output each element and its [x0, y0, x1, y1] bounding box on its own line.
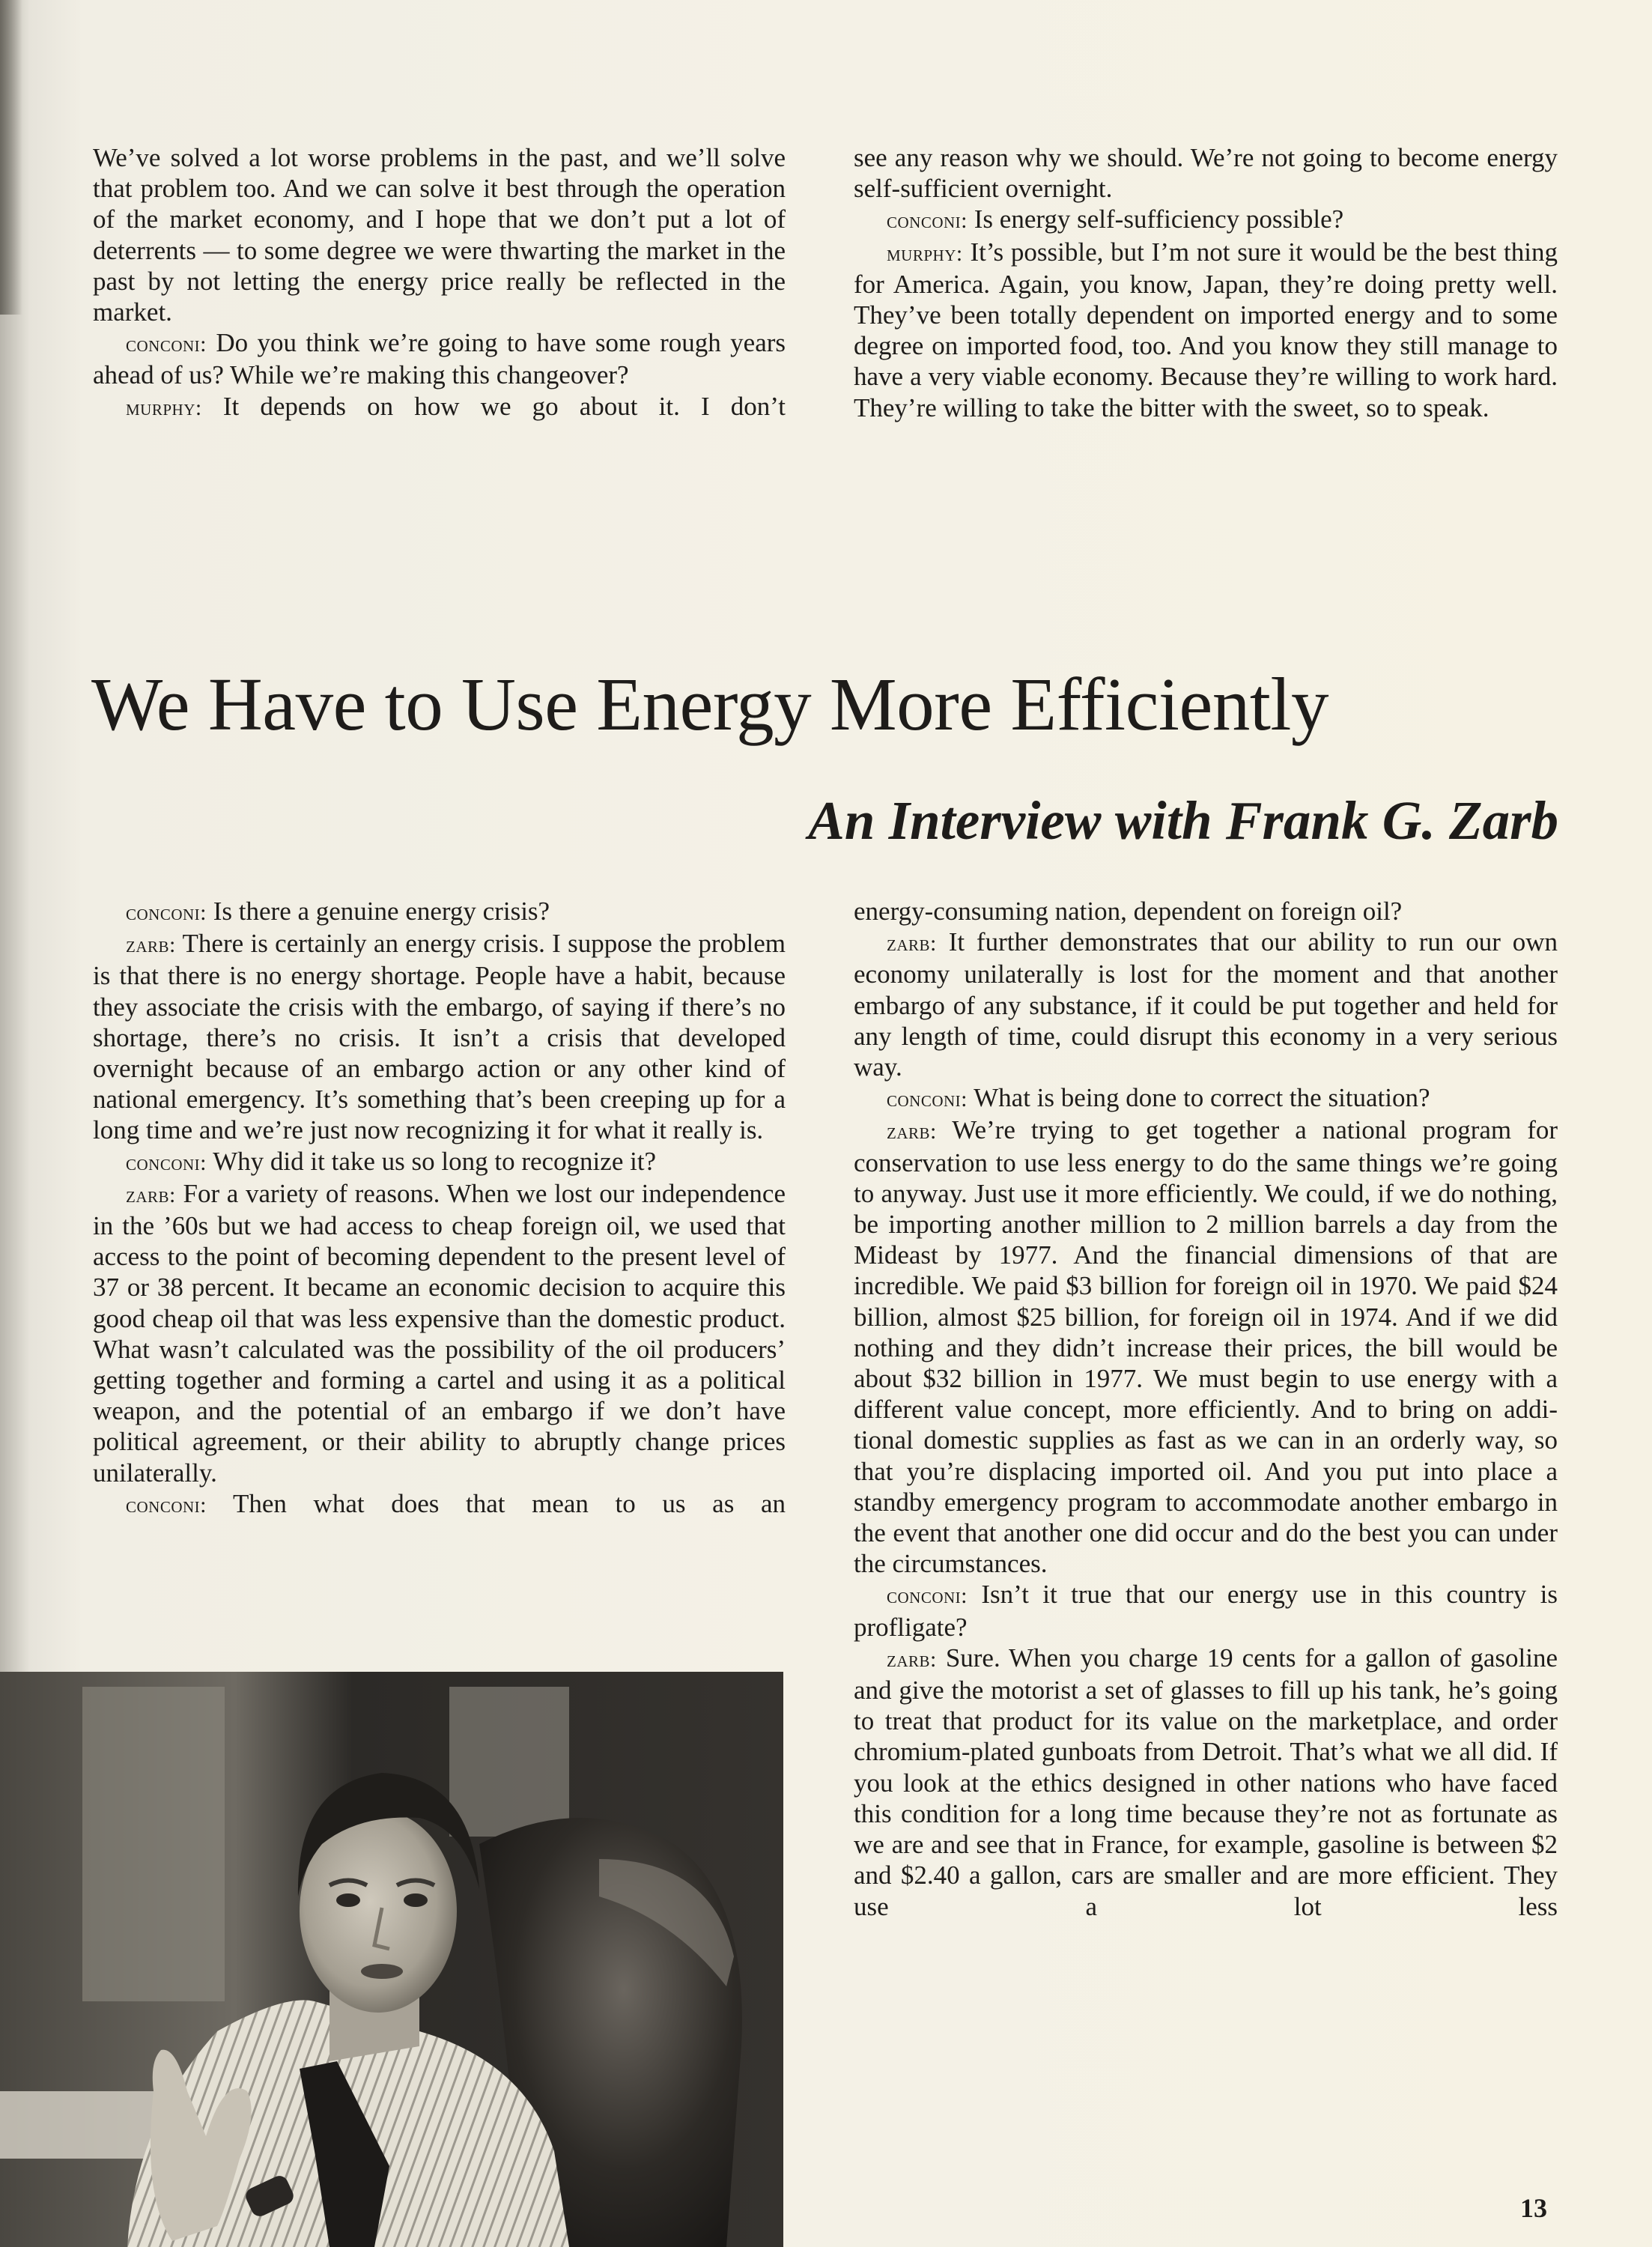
speaker-label: zarb:: [887, 931, 937, 956]
paragraph: [93, 142, 786, 327]
speaker-label: zarb:: [126, 1182, 176, 1207]
speaker-label: murphy:: [887, 240, 963, 266]
speaker-label: conconi:: [126, 332, 207, 357]
interview-right-column: [854, 896, 1558, 1922]
paragraph: [93, 391, 786, 423]
paragraph: [854, 204, 1558, 236]
paragraph: [854, 1115, 1558, 1579]
paragraph-text: Sure. When you charge 19 cents for a gallon of gasoline and give the motorist a set of glasses to fill up his tank, he’s going to treat that product for its value on the marketplace, and order chromium-plated gunboats from Detroit. That’s what we all did. If you look at the ethics designed in other nations who have faced this condition for a long time because they’re not as fortunate as we are and see that in France, for example, gasoline is between $2 and $2.40 a gallon, cars are smaller and are more efficient. They use a lot less: [854, 1643, 1558, 1921]
paragraph-text: We’ve solved a lot worse problems in the past, and we’ll solve that problem too. And we can solve it best through the operation of the market economy, and I hope that we don’t put a lot of deterrents — to some degree we were thwarting the market in the past by not letting the energy price really be reflected in the market.: [93, 143, 786, 327]
speaker-label: conconi:: [126, 1150, 207, 1175]
speaker-label: conconi:: [126, 1492, 207, 1517]
paragraph: [854, 142, 1558, 204]
right-eye: [404, 1893, 428, 1907]
wall-frame: [449, 1687, 569, 1837]
paragraph-text: It further demonstrates that our ability to run our own economy unilaterally is lost for the moment and that another embargo of any substance, if it could be put together and held for any length of time, could disrupt this economy in a very serious way.: [854, 927, 1558, 1082]
page-number: 13: [1520, 2193, 1547, 2223]
paragraph-text: It’s possible, but I’m not sure it would be the best thing for America. Again, you know, Japan, they’re doing pretty well. They’ve been totally dependent on imported energy and to some degree on imported food, too. And you know they still manage to have a very viable economy. Because they’re willing to work hard. They’re willing to take the bitter with the sweet, so to speak.: [854, 237, 1558, 422]
paragraph: [854, 1082, 1558, 1115]
window-light: [82, 1687, 225, 2001]
paragraph: [93, 928, 786, 1145]
paragraph-text: energy-consuming nation, dependent on foreign oil?: [854, 897, 1403, 926]
paragraph: [854, 1579, 1558, 1642]
paragraph-text: Is energy self-sufficiency possible?: [974, 204, 1344, 234]
paragraph-text: Isn’t it true that our energy use in this country is profligate?: [854, 1580, 1558, 1642]
paragraph-text: Is there a genuine energy crisis?: [213, 897, 550, 926]
paragraph-text: Do you think we’re going to have some rough years ahead of us? While we’re making this changeover?: [93, 328, 786, 390]
paragraph: [854, 896, 1558, 927]
article-title: We Have to Use Energy More Efficiently: [91, 661, 1328, 746]
binding-shadow: [0, 0, 22, 315]
paragraph-text: Then what does that mean to us as an: [233, 1488, 786, 1518]
speaker-label: conconi:: [887, 1087, 968, 1112]
paragraph-text: For a variety of reasons. When we lost our independence in the ’60s but we had access to cheap foreign oil, we used that access to the point of becoming dependent to the present level of 37 or 38 percent. It became an economic decision to acquire this good cheap oil that was less expensive than the domestic product. What wasn’t calculated was the possibility of the oil producers’ getting together and forming a cartel and using it as a political weapon, and the potential of an embargo if we don’t have political agreement, or their ability to abruptly change prices unilaterally.: [93, 1178, 786, 1488]
paragraph: [854, 1643, 1558, 1922]
mouth: [361, 1964, 403, 1979]
paragraph-text: What is being done to correct the situation?: [974, 1083, 1430, 1113]
portrait-photo-illustration: [0, 1672, 783, 2247]
paragraph: [93, 896, 786, 928]
paragraph: [854, 237, 1558, 423]
paragraph-text: There is certainly an energy crisis. I suppose the problem is that there is no energy shortage. People have a habit, because they associate the crisis with the embargo, of saying if there’s no shortage, there’s no crisis. It isn’t a crisis that developed overnight because of an embargo action or any other kind of national emergency. It’s something that’s been creeping up for a long time and we’re just now recognizing it for what it really is.: [93, 929, 786, 1145]
paragraph-text: We’re trying to get together a national program for conservation to use less energy to do the same things we’re going to anyway. Just use it more efficiently. We could, if we do nothing, be importing another million to 2 million barrels a day from the Mideast by 1977. And the financial dimensions of that are incredible. We paid $3 billion for foreign oil in 1970. We paid $24 billion, almost $25 billion, for foreign oil in 1974. And if we did nothing and they didn’t increase their prices, the bill would be about $32 billion in 1977. We must begin to use energy with a different value concept, more efficiently. And to bring on additional domestic supplies as fast as we can in an orderly way, so that you’re displacing imported oil. And you put into place a standby emergency program to accommodate another embargo in the event that another one did occur and do the best you can under the circumstances.: [854, 1115, 1558, 1579]
left-eye: [336, 1893, 360, 1907]
paragraph: [93, 1178, 786, 1488]
speaker-label: zarb:: [126, 933, 176, 958]
paragraph: [93, 327, 786, 390]
previous-article-left-column: [93, 142, 786, 423]
paragraph-text: see any reason why we should. We’re not going to become energy self-sufficient overnight.: [854, 143, 1558, 204]
speaker-label: zarb:: [887, 1646, 937, 1672]
paragraph-text: Why did it take us so long to recognize it?: [213, 1146, 657, 1176]
paragraph: [854, 927, 1558, 1082]
portrait-photo: [0, 1672, 783, 2247]
paragraph-text: It depends on how we go about it. I don’t: [222, 391, 786, 421]
speaker-label: murphy:: [126, 395, 202, 420]
previous-article-right-column: [854, 142, 1558, 423]
speaker-label: conconi:: [887, 1583, 968, 1609]
speaker-label: conconi:: [887, 208, 968, 234]
speaker-label: zarb:: [887, 1119, 937, 1144]
paragraph: [93, 1146, 786, 1178]
article-subtitle: An Interview with Frank G. Zarb: [808, 789, 1558, 851]
interview-left-column: [93, 896, 786, 1520]
paragraph: [93, 1488, 786, 1520]
speaker-label: conconi:: [126, 900, 207, 925]
